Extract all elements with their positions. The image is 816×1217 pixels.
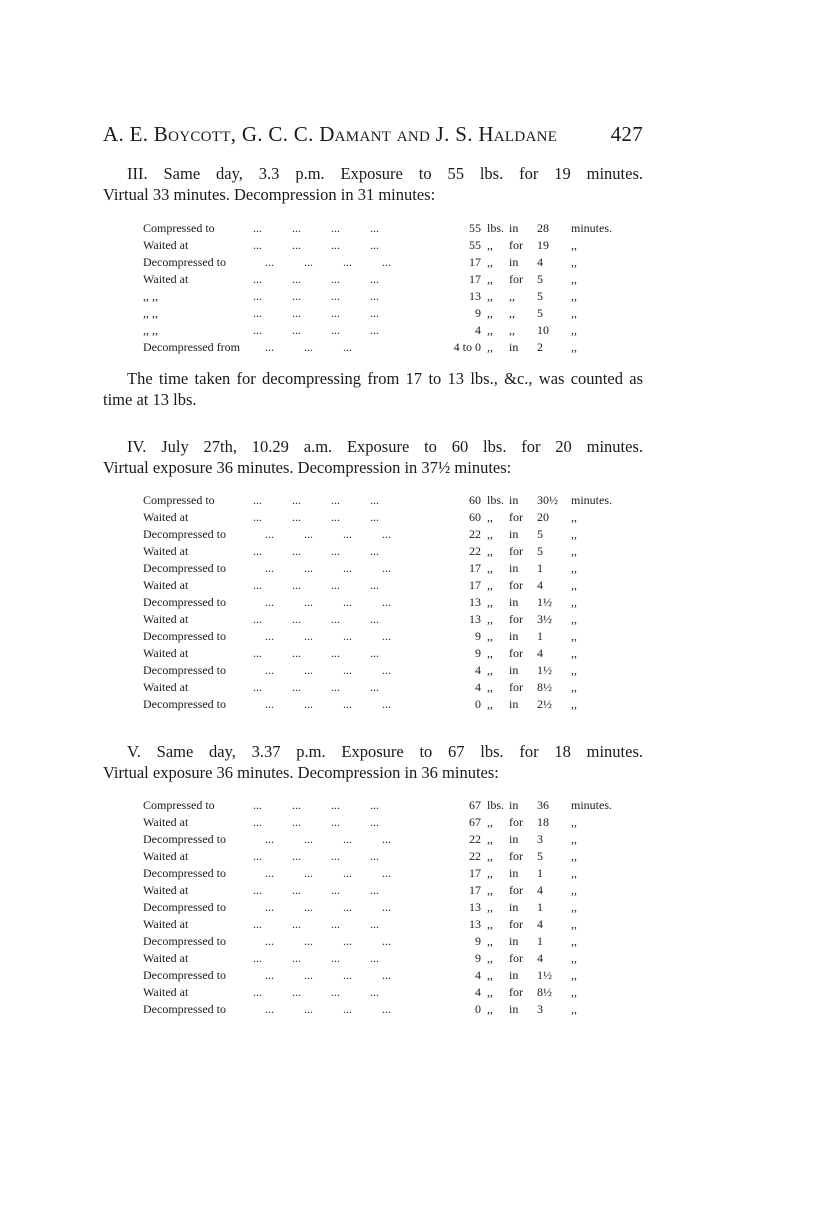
row-unit: ,, xyxy=(487,951,493,965)
row-minutes: 5 xyxy=(537,272,543,286)
row-unit: ,, xyxy=(487,612,493,626)
row-minutes: 5 xyxy=(537,849,543,863)
row-tail: ,, xyxy=(571,815,577,829)
row-dot-leaders: ... ... ... ... xyxy=(253,680,379,694)
row-minutes: 30½ xyxy=(537,493,558,507)
row-label: Waited at xyxy=(143,578,189,592)
row-minutes: 1 xyxy=(537,629,543,643)
row-minutes: 18 xyxy=(537,815,549,829)
row-preposition: for xyxy=(509,272,523,286)
row-minutes: 4 xyxy=(537,646,543,660)
row-preposition: ,, xyxy=(509,323,515,337)
row-tail: ,, xyxy=(571,934,577,948)
row-preposition: for xyxy=(509,646,523,660)
row-tail: ,, xyxy=(571,883,577,897)
table-row xyxy=(143,288,623,305)
row-dot-leaders: ... ... ... ... xyxy=(265,629,391,643)
row-label: ,, ,, xyxy=(143,323,158,337)
row-label: Decompressed to xyxy=(143,595,226,609)
row-minutes: 1 xyxy=(537,934,543,948)
row-preposition: in xyxy=(509,900,519,914)
row-dot-leaders: ... ... ... ... xyxy=(253,306,379,320)
row-pressure: 0 xyxy=(475,697,481,711)
row-pressure: 22 xyxy=(469,849,481,863)
row-preposition: in xyxy=(509,595,519,609)
row-preposition: for xyxy=(509,510,523,524)
row-tail: minutes. xyxy=(571,493,612,507)
row-unit: ,, xyxy=(487,306,493,320)
row-unit: ,, xyxy=(487,1002,493,1016)
header-authors: A. E. Boycott, G. C. C. Damant and J. S. Haldane xyxy=(103,122,558,146)
row-pressure: 22 xyxy=(469,832,481,846)
row-preposition: in xyxy=(509,340,519,354)
table-row xyxy=(143,916,623,933)
row-unit: ,, xyxy=(487,697,493,711)
row-dot-leaders: ... ... ... ... xyxy=(253,849,379,863)
table-row xyxy=(143,339,623,356)
table-row xyxy=(143,305,623,322)
row-pressure: 60 xyxy=(469,510,481,524)
row-minutes: 5 xyxy=(537,527,543,541)
row-pressure: 55 xyxy=(469,221,481,235)
row-pressure: 67 xyxy=(469,815,481,829)
row-unit: ,, xyxy=(487,340,493,354)
row-preposition: in xyxy=(509,493,519,507)
row-unit: lbs. xyxy=(487,493,505,507)
row-label: ,, ,, xyxy=(143,306,158,320)
row-pressure: 13 xyxy=(469,917,481,931)
row-dot-leaders: ... ... ... ... xyxy=(265,832,391,846)
row-unit: ,, xyxy=(487,544,493,558)
row-pressure: 67 xyxy=(469,798,481,812)
row-minutes: 4 xyxy=(537,883,543,897)
row-label: Waited at xyxy=(143,612,189,626)
row-unit: ,, xyxy=(487,238,493,252)
row-unit: ,, xyxy=(487,527,493,541)
row-minutes: 5 xyxy=(537,544,543,558)
table-row xyxy=(143,645,623,662)
section-iii-line2: Virtual 33 minutes. Decompression in 31 minutes: xyxy=(103,184,436,204)
row-dot-leaders: ... ... ... ... xyxy=(265,1002,391,1016)
row-tail: ,, xyxy=(571,306,577,320)
row-label: Waited at xyxy=(143,238,189,252)
row-dot-leaders: ... ... ... ... xyxy=(265,595,391,609)
row-preposition: in xyxy=(509,798,519,812)
row-tail: ,, xyxy=(571,255,577,269)
row-dot-leaders: ... ... ... ... xyxy=(253,646,379,660)
row-tail: ,, xyxy=(571,629,577,643)
row-minutes: 1 xyxy=(537,866,543,880)
row-label: Decompressed from xyxy=(143,340,240,354)
row-pressure: 9 xyxy=(475,934,481,948)
row-unit: ,, xyxy=(487,578,493,592)
row-unit: ,, xyxy=(487,934,493,948)
row-label: Compressed to xyxy=(143,221,215,235)
row-minutes: 5 xyxy=(537,306,543,320)
row-dot-leaders: ... ... ... ... xyxy=(265,866,391,880)
row-pressure: 13 xyxy=(469,595,481,609)
table-row xyxy=(143,848,623,865)
row-label: Decompressed to xyxy=(143,697,226,711)
row-minutes: 20 xyxy=(537,510,549,524)
row-tail: ,, xyxy=(571,985,577,999)
table-row xyxy=(143,1001,623,1018)
row-tail: ,, xyxy=(571,849,577,863)
row-pressure: 9 xyxy=(475,629,481,643)
row-minutes: 1½ xyxy=(537,663,552,677)
row-minutes: 4 xyxy=(537,917,543,931)
row-unit: ,, xyxy=(487,629,493,643)
row-dot-leaders: ... ... ... ... xyxy=(265,968,391,982)
row-tail: ,, xyxy=(571,951,577,965)
row-tail: ,, xyxy=(571,646,577,660)
row-unit: ,, xyxy=(487,849,493,863)
row-unit: ,, xyxy=(487,832,493,846)
row-minutes: 3 xyxy=(537,1002,543,1016)
row-dot-leaders: ... ... ... ... xyxy=(265,561,391,575)
row-tail: ,, xyxy=(571,917,577,931)
row-pressure: 22 xyxy=(469,527,481,541)
row-unit: ,, xyxy=(487,663,493,677)
row-label: Decompressed to xyxy=(143,968,226,982)
row-preposition: for xyxy=(509,680,523,694)
row-pressure: 9 xyxy=(475,951,481,965)
row-dot-leaders: ... ... ... ... xyxy=(253,917,379,931)
row-dot-leaders: ... ... ... ... xyxy=(253,289,379,303)
row-minutes: 5 xyxy=(537,289,543,303)
section-v-table xyxy=(143,797,623,1018)
table-row xyxy=(143,254,623,271)
row-preposition: for xyxy=(509,951,523,965)
row-unit: ,, xyxy=(487,680,493,694)
table-row xyxy=(143,509,623,526)
row-label: Waited at xyxy=(143,510,189,524)
section-v-heading xyxy=(103,742,643,783)
row-dot-leaders: ... ... ... ... xyxy=(253,883,379,897)
row-tail: ,, xyxy=(571,663,577,677)
row-tail: minutes. xyxy=(571,798,612,812)
row-preposition: in xyxy=(509,629,519,643)
row-tail: ,, xyxy=(571,340,577,354)
row-dot-leaders: ... ... ... ... xyxy=(253,272,379,286)
row-label: Waited at xyxy=(143,646,189,660)
row-preposition: for xyxy=(509,883,523,897)
row-dot-leaders: ... ... ... ... xyxy=(265,934,391,948)
row-dot-leaders: ... ... ... ... xyxy=(253,815,379,829)
row-preposition: ,, xyxy=(509,289,515,303)
row-unit: ,, xyxy=(487,985,493,999)
row-label: Decompressed to xyxy=(143,527,226,541)
row-unit: ,, xyxy=(487,561,493,575)
row-preposition: in xyxy=(509,832,519,846)
row-preposition: ,, xyxy=(509,306,515,320)
page-number: 427 xyxy=(610,122,643,146)
section-iv-line2: Virtual exposure 36 minutes. Decompression in 37½ minutes: xyxy=(103,457,512,477)
row-minutes: 1½ xyxy=(537,968,552,982)
row-pressure: 17 xyxy=(469,866,481,880)
row-preposition: in xyxy=(509,968,519,982)
row-label: Waited at xyxy=(143,917,189,931)
row-unit: ,, xyxy=(487,815,493,829)
row-dot-leaders: ... ... ... ... xyxy=(253,544,379,558)
row-dot-leaders: ... ... ... ... xyxy=(265,697,391,711)
row-tail: ,, xyxy=(571,323,577,337)
row-unit: ,, xyxy=(487,255,493,269)
table-row xyxy=(143,526,623,543)
table-row xyxy=(143,628,623,645)
section-iii-table xyxy=(143,220,623,356)
row-unit: ,, xyxy=(487,968,493,982)
row-dot-leaders: ... ... ... ... xyxy=(253,798,379,812)
table-row xyxy=(143,611,623,628)
row-pressure: 60 xyxy=(469,493,481,507)
row-pressure: 13 xyxy=(469,289,481,303)
row-tail: ,, xyxy=(571,527,577,541)
row-tail: ,, xyxy=(571,866,577,880)
row-unit: ,, xyxy=(487,510,493,524)
section-iv-heading xyxy=(103,437,643,478)
row-preposition: in xyxy=(509,697,519,711)
row-tail: ,, xyxy=(571,832,577,846)
row-dot-leaders: ... ... ... xyxy=(265,340,352,354)
row-preposition: for xyxy=(509,578,523,592)
row-preposition: in xyxy=(509,527,519,541)
table-row xyxy=(143,933,623,950)
table-row xyxy=(143,662,623,679)
section-iii-note xyxy=(103,369,643,410)
row-unit: ,, xyxy=(487,272,493,286)
row-tail: ,, xyxy=(571,1002,577,1016)
row-unit: ,, xyxy=(487,883,493,897)
row-minutes: 2 xyxy=(537,340,543,354)
row-preposition: in xyxy=(509,934,519,948)
row-tail: ,, xyxy=(571,238,577,252)
row-minutes: 3 xyxy=(537,832,543,846)
row-label: Decompressed to xyxy=(143,1002,226,1016)
row-minutes: 8½ xyxy=(537,985,552,999)
table-row xyxy=(143,899,623,916)
row-pressure: 4 xyxy=(475,323,481,337)
row-label: Waited at xyxy=(143,985,189,999)
row-pressure: 22 xyxy=(469,544,481,558)
table-row xyxy=(143,950,623,967)
row-preposition: for xyxy=(509,849,523,863)
row-dot-leaders: ... ... ... ... xyxy=(265,900,391,914)
row-label: Waited at xyxy=(143,883,189,897)
row-tail: ,, xyxy=(571,900,577,914)
row-pressure: 13 xyxy=(469,900,481,914)
section-iii-heading xyxy=(103,164,643,205)
row-dot-leaders: ... ... ... ... xyxy=(253,221,379,235)
row-tail: ,, xyxy=(571,578,577,592)
row-label: Waited at xyxy=(143,680,189,694)
table-row xyxy=(143,984,623,1001)
row-pressure: 55 xyxy=(469,238,481,252)
row-unit: ,, xyxy=(487,917,493,931)
table-row xyxy=(143,271,623,288)
row-pressure: 9 xyxy=(475,306,481,320)
row-pressure: 17 xyxy=(469,883,481,897)
running-header xyxy=(103,122,643,147)
row-unit: lbs. xyxy=(487,221,505,235)
row-pressure: 4 to 0 xyxy=(453,340,481,354)
table-row xyxy=(143,967,623,984)
section-v-line1: V. Same day, 3.37 p.m. Exposure to 67 lbs. for 18 minutes. xyxy=(127,742,643,761)
table-row xyxy=(143,220,623,237)
row-pressure: 4 xyxy=(475,663,481,677)
row-dot-leaders: ... ... ... ... xyxy=(265,527,391,541)
row-pressure: 9 xyxy=(475,646,481,660)
row-label: Waited at xyxy=(143,272,189,286)
row-label: Compressed to xyxy=(143,798,215,812)
row-unit: ,, xyxy=(487,323,493,337)
row-label: Decompressed to xyxy=(143,866,226,880)
row-dot-leaders: ... ... ... ... xyxy=(265,255,391,269)
row-preposition: in xyxy=(509,663,519,677)
table-row xyxy=(143,814,623,831)
row-label: Decompressed to xyxy=(143,832,226,846)
row-unit: lbs. xyxy=(487,798,505,812)
row-label: Waited at xyxy=(143,951,189,965)
row-tail: ,, xyxy=(571,510,577,524)
row-tail: ,, xyxy=(571,697,577,711)
row-minutes: 1½ xyxy=(537,595,552,609)
row-tail: ,, xyxy=(571,272,577,286)
table-row xyxy=(143,831,623,848)
row-minutes: 10 xyxy=(537,323,549,337)
row-tail: minutes. xyxy=(571,221,612,235)
row-tail: ,, xyxy=(571,595,577,609)
row-label: Waited at xyxy=(143,849,189,863)
row-minutes: 1 xyxy=(537,561,543,575)
table-row xyxy=(143,865,623,882)
table-row xyxy=(143,696,623,713)
row-label: Decompressed to xyxy=(143,255,226,269)
row-pressure: 0 xyxy=(475,1002,481,1016)
row-dot-leaders: ... ... ... ... xyxy=(253,238,379,252)
table-row xyxy=(143,237,623,254)
row-dot-leaders: ... ... ... ... xyxy=(253,510,379,524)
row-dot-leaders: ... ... ... ... xyxy=(253,612,379,626)
row-label: Decompressed to xyxy=(143,934,226,948)
row-pressure: 17 xyxy=(469,272,481,286)
row-preposition: for xyxy=(509,815,523,829)
row-minutes: 4 xyxy=(537,951,543,965)
row-dot-leaders: ... ... ... ... xyxy=(253,323,379,337)
row-preposition: in xyxy=(509,255,519,269)
row-minutes: 3½ xyxy=(537,612,552,626)
row-minutes: 28 xyxy=(537,221,549,235)
row-label: Decompressed to xyxy=(143,900,226,914)
row-unit: ,, xyxy=(487,595,493,609)
row-minutes: 19 xyxy=(537,238,549,252)
row-pressure: 17 xyxy=(469,255,481,269)
row-label: Waited at xyxy=(143,544,189,558)
row-pressure: 13 xyxy=(469,612,481,626)
section-iv-line1: IV. July 27th, 10.29 a.m. Exposure to 60 lbs. for 20 minutes. xyxy=(127,437,643,456)
row-label: Compressed to xyxy=(143,493,215,507)
row-label: Decompressed to xyxy=(143,561,226,575)
row-label: Decompressed to xyxy=(143,663,226,677)
row-preposition: for xyxy=(509,917,523,931)
row-preposition: for xyxy=(509,238,523,252)
row-minutes: 4 xyxy=(537,578,543,592)
row-unit: ,, xyxy=(487,900,493,914)
table-row xyxy=(143,594,623,611)
row-unit: ,, xyxy=(487,646,493,660)
row-tail: ,, xyxy=(571,612,577,626)
row-dot-leaders: ... ... ... ... xyxy=(253,985,379,999)
row-preposition: for xyxy=(509,985,523,999)
section-v-line2: Virtual exposure 36 minutes. Decompression in 36 minutes: xyxy=(103,762,499,782)
row-unit: ,, xyxy=(487,866,493,880)
row-minutes: 1 xyxy=(537,900,543,914)
table-row xyxy=(143,492,623,509)
row-preposition: for xyxy=(509,612,523,626)
table-row xyxy=(143,797,623,814)
row-pressure: 4 xyxy=(475,680,481,694)
row-dot-leaders: ... ... ... ... xyxy=(253,951,379,965)
row-tail: ,, xyxy=(571,968,577,982)
row-dot-leaders: ... ... ... ... xyxy=(265,663,391,677)
row-preposition: in xyxy=(509,866,519,880)
row-preposition: in xyxy=(509,561,519,575)
row-preposition: in xyxy=(509,1002,519,1016)
row-label: ,, ,, xyxy=(143,289,158,303)
table-row xyxy=(143,882,623,899)
row-label: Waited at xyxy=(143,815,189,829)
row-dot-leaders: ... ... ... ... xyxy=(253,578,379,592)
row-minutes: 4 xyxy=(537,255,543,269)
row-tail: ,, xyxy=(571,561,577,575)
table-row xyxy=(143,577,623,594)
row-pressure: 17 xyxy=(469,561,481,575)
row-pressure: 4 xyxy=(475,968,481,982)
row-unit: ,, xyxy=(487,289,493,303)
row-minutes: 2½ xyxy=(537,697,552,711)
table-row xyxy=(143,560,623,577)
row-minutes: 36 xyxy=(537,798,549,812)
row-tail: ,, xyxy=(571,289,577,303)
section-iii-note-text: The time taken for decompressing from 17 to 13 lbs., &c., was counted as time at 13 lbs. xyxy=(103,369,643,409)
table-row xyxy=(143,543,623,560)
row-tail: ,, xyxy=(571,544,577,558)
row-pressure: 17 xyxy=(469,578,481,592)
row-label: Decompressed to xyxy=(143,629,226,643)
row-tail: ,, xyxy=(571,680,577,694)
section-iv-table xyxy=(143,492,623,713)
row-pressure: 4 xyxy=(475,985,481,999)
table-row xyxy=(143,322,623,339)
row-minutes: 8½ xyxy=(537,680,552,694)
row-preposition: for xyxy=(509,544,523,558)
row-preposition: in xyxy=(509,221,519,235)
section-iii-line1: III. Same day, 3.3 p.m. Exposure to 55 lbs. for 19 minutes. xyxy=(127,164,643,183)
row-dot-leaders: ... ... ... ... xyxy=(253,493,379,507)
table-row xyxy=(143,679,623,696)
